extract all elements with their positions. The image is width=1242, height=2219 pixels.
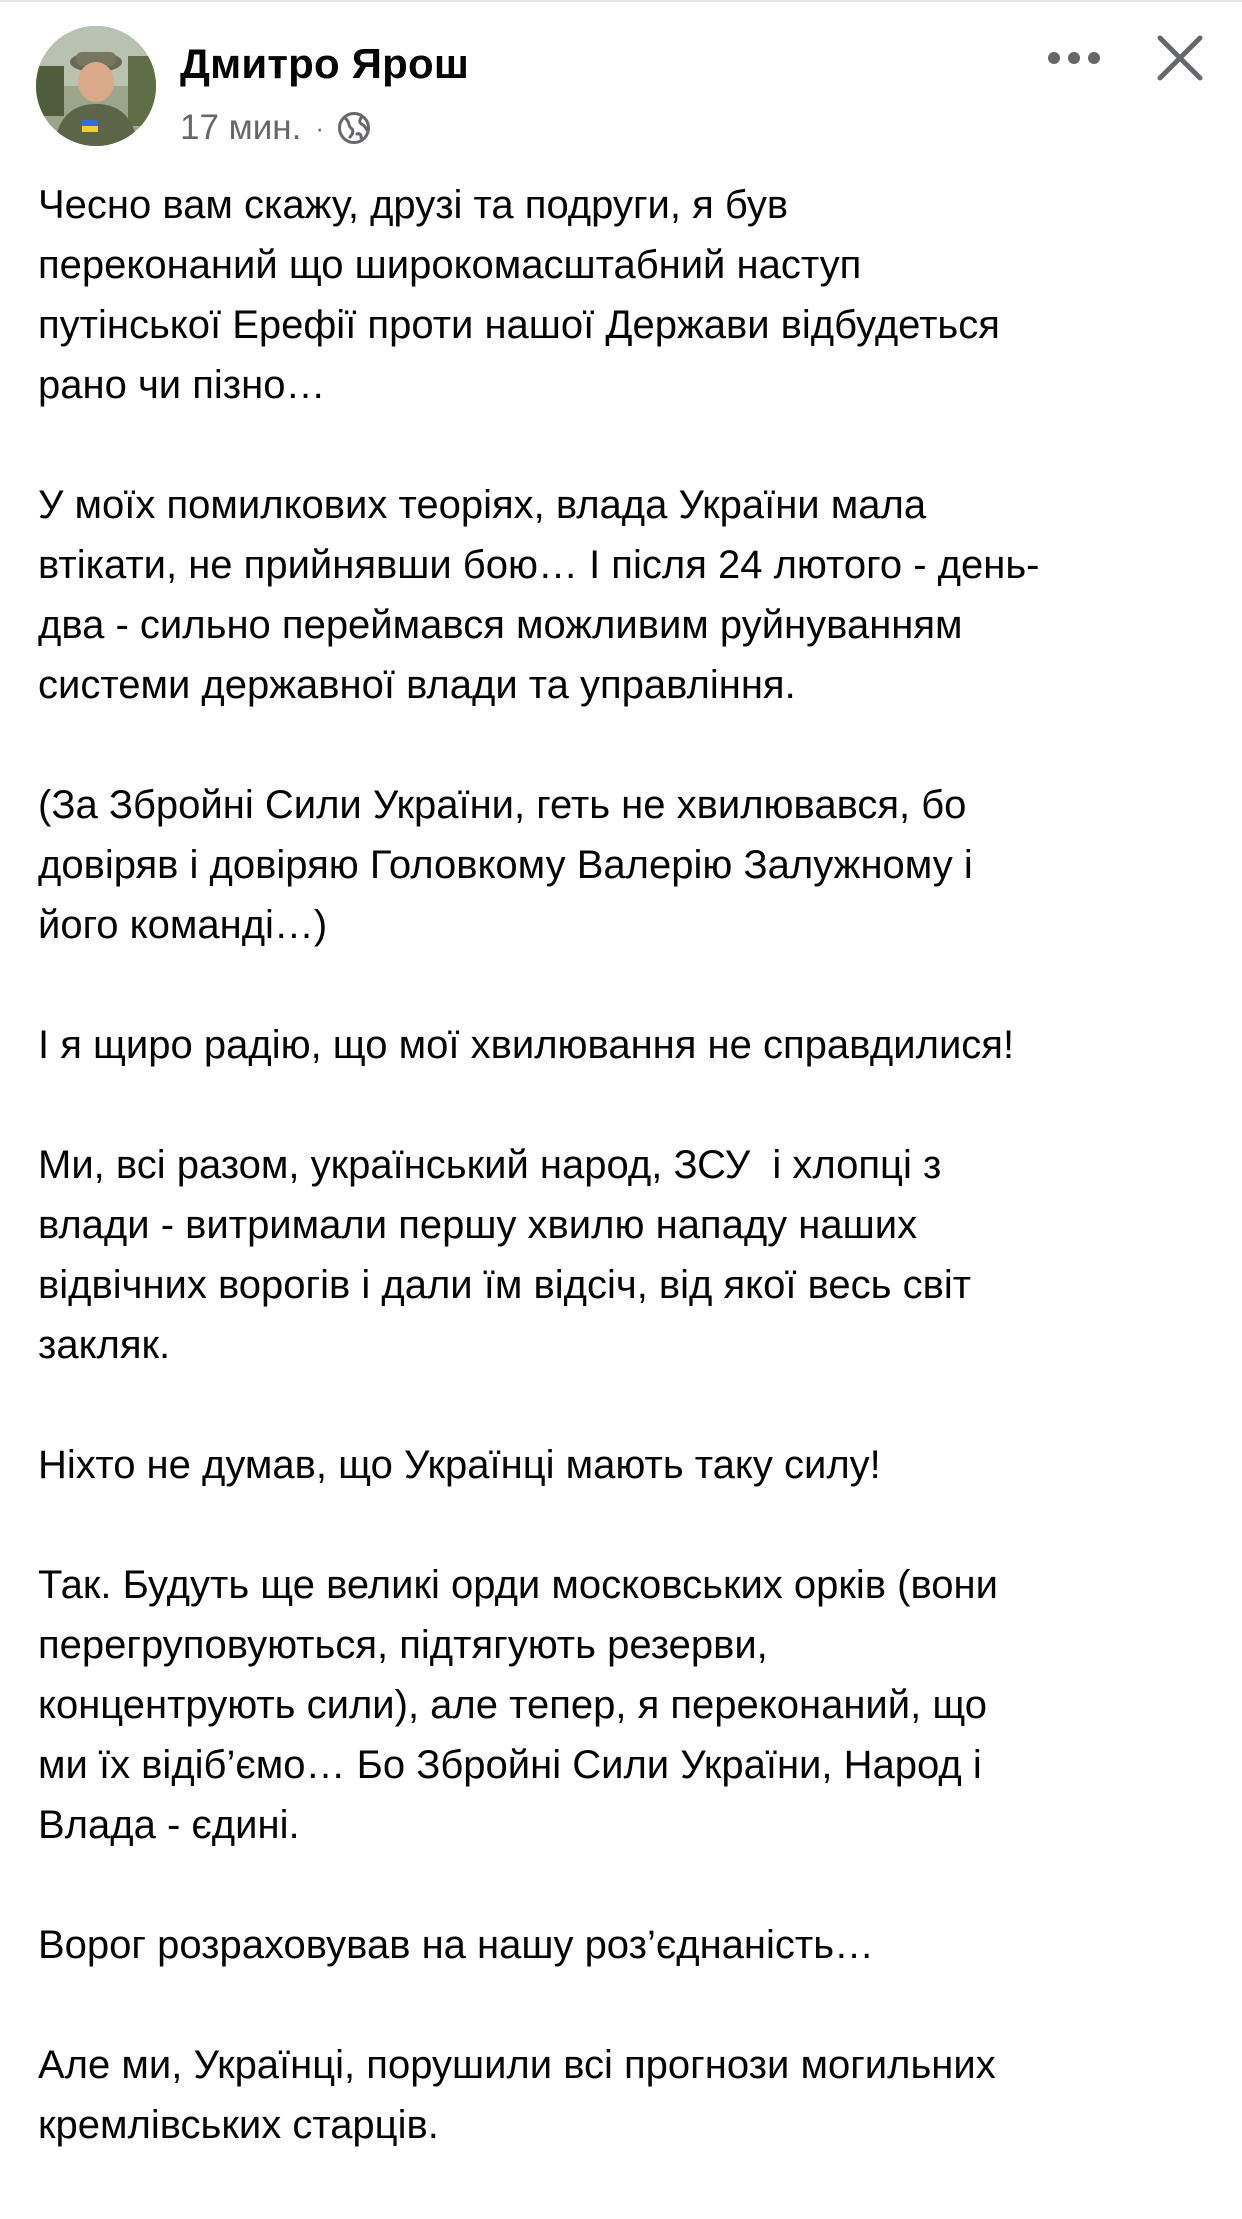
post-header <box>0 0 1242 170</box>
post-paragraph: У моїх помилкових теоріях, влада України мала втікати, не прийнявши бою… І після 24 лютого - день- два - сильно переймався можливим руйнуванням системи державної влади та управління. <box>38 483 1040 707</box>
post-timestamp[interactable]: 17 мин. <box>180 108 302 147</box>
post-paragraph: Ми, всі разом, український народ, ЗСУ і хлопці з влади - витримали першу хвилю нападу наших відвічних ворогів і дали їм відсіч, від якої весь світ закляк. <box>38 1143 972 1367</box>
post-paragraph: Ворог розраховував на нашу роз’єднаність… <box>38 1923 875 1967</box>
post-paragraph: (За Збройні Сили України, геть не хвилювався, бо довіряв і довіряю Головкому Валерію Залужному і його команді…) <box>38 783 973 947</box>
post-paragraph: Але ми, Українці, порушили всі прогнози могильних кремлівських старців. <box>38 2043 996 2147</box>
post-paragraph: Ніхто не думав, що Українці мають таку силу! <box>38 1443 881 1487</box>
meta-separator: · <box>315 112 324 143</box>
post-paragraph: Так. Будуть ще великі орди московських орків (вони перегруповуються, підтягують резерви, концентрують сили), але тепер, я переконаний, що ми їх відіб’ємо… Бо Збройні Сили України, Народ і Влада - єдині. <box>38 1563 998 1847</box>
author-name[interactable]: Дмитро Ярош <box>180 40 470 87</box>
post-meta <box>180 104 372 152</box>
post-text <box>38 175 1218 2155</box>
post-paragraph: Чесно вам скажу, друзі та подруги, я був переконаний що широкомасштабний наступ путінської Ерефії проти нашої Держави відбудеться рано чи пізно… <box>38 183 1000 407</box>
author-avatar[interactable] <box>36 26 156 146</box>
globe-icon <box>336 110 372 146</box>
avatar-photo <box>36 26 156 146</box>
more-horizontal-icon[interactable] <box>1040 38 1108 78</box>
close-icon[interactable] <box>1152 30 1208 86</box>
post-paragraph: І я щиро радію, що мої хвилювання не справдилися! <box>38 1023 1015 1067</box>
